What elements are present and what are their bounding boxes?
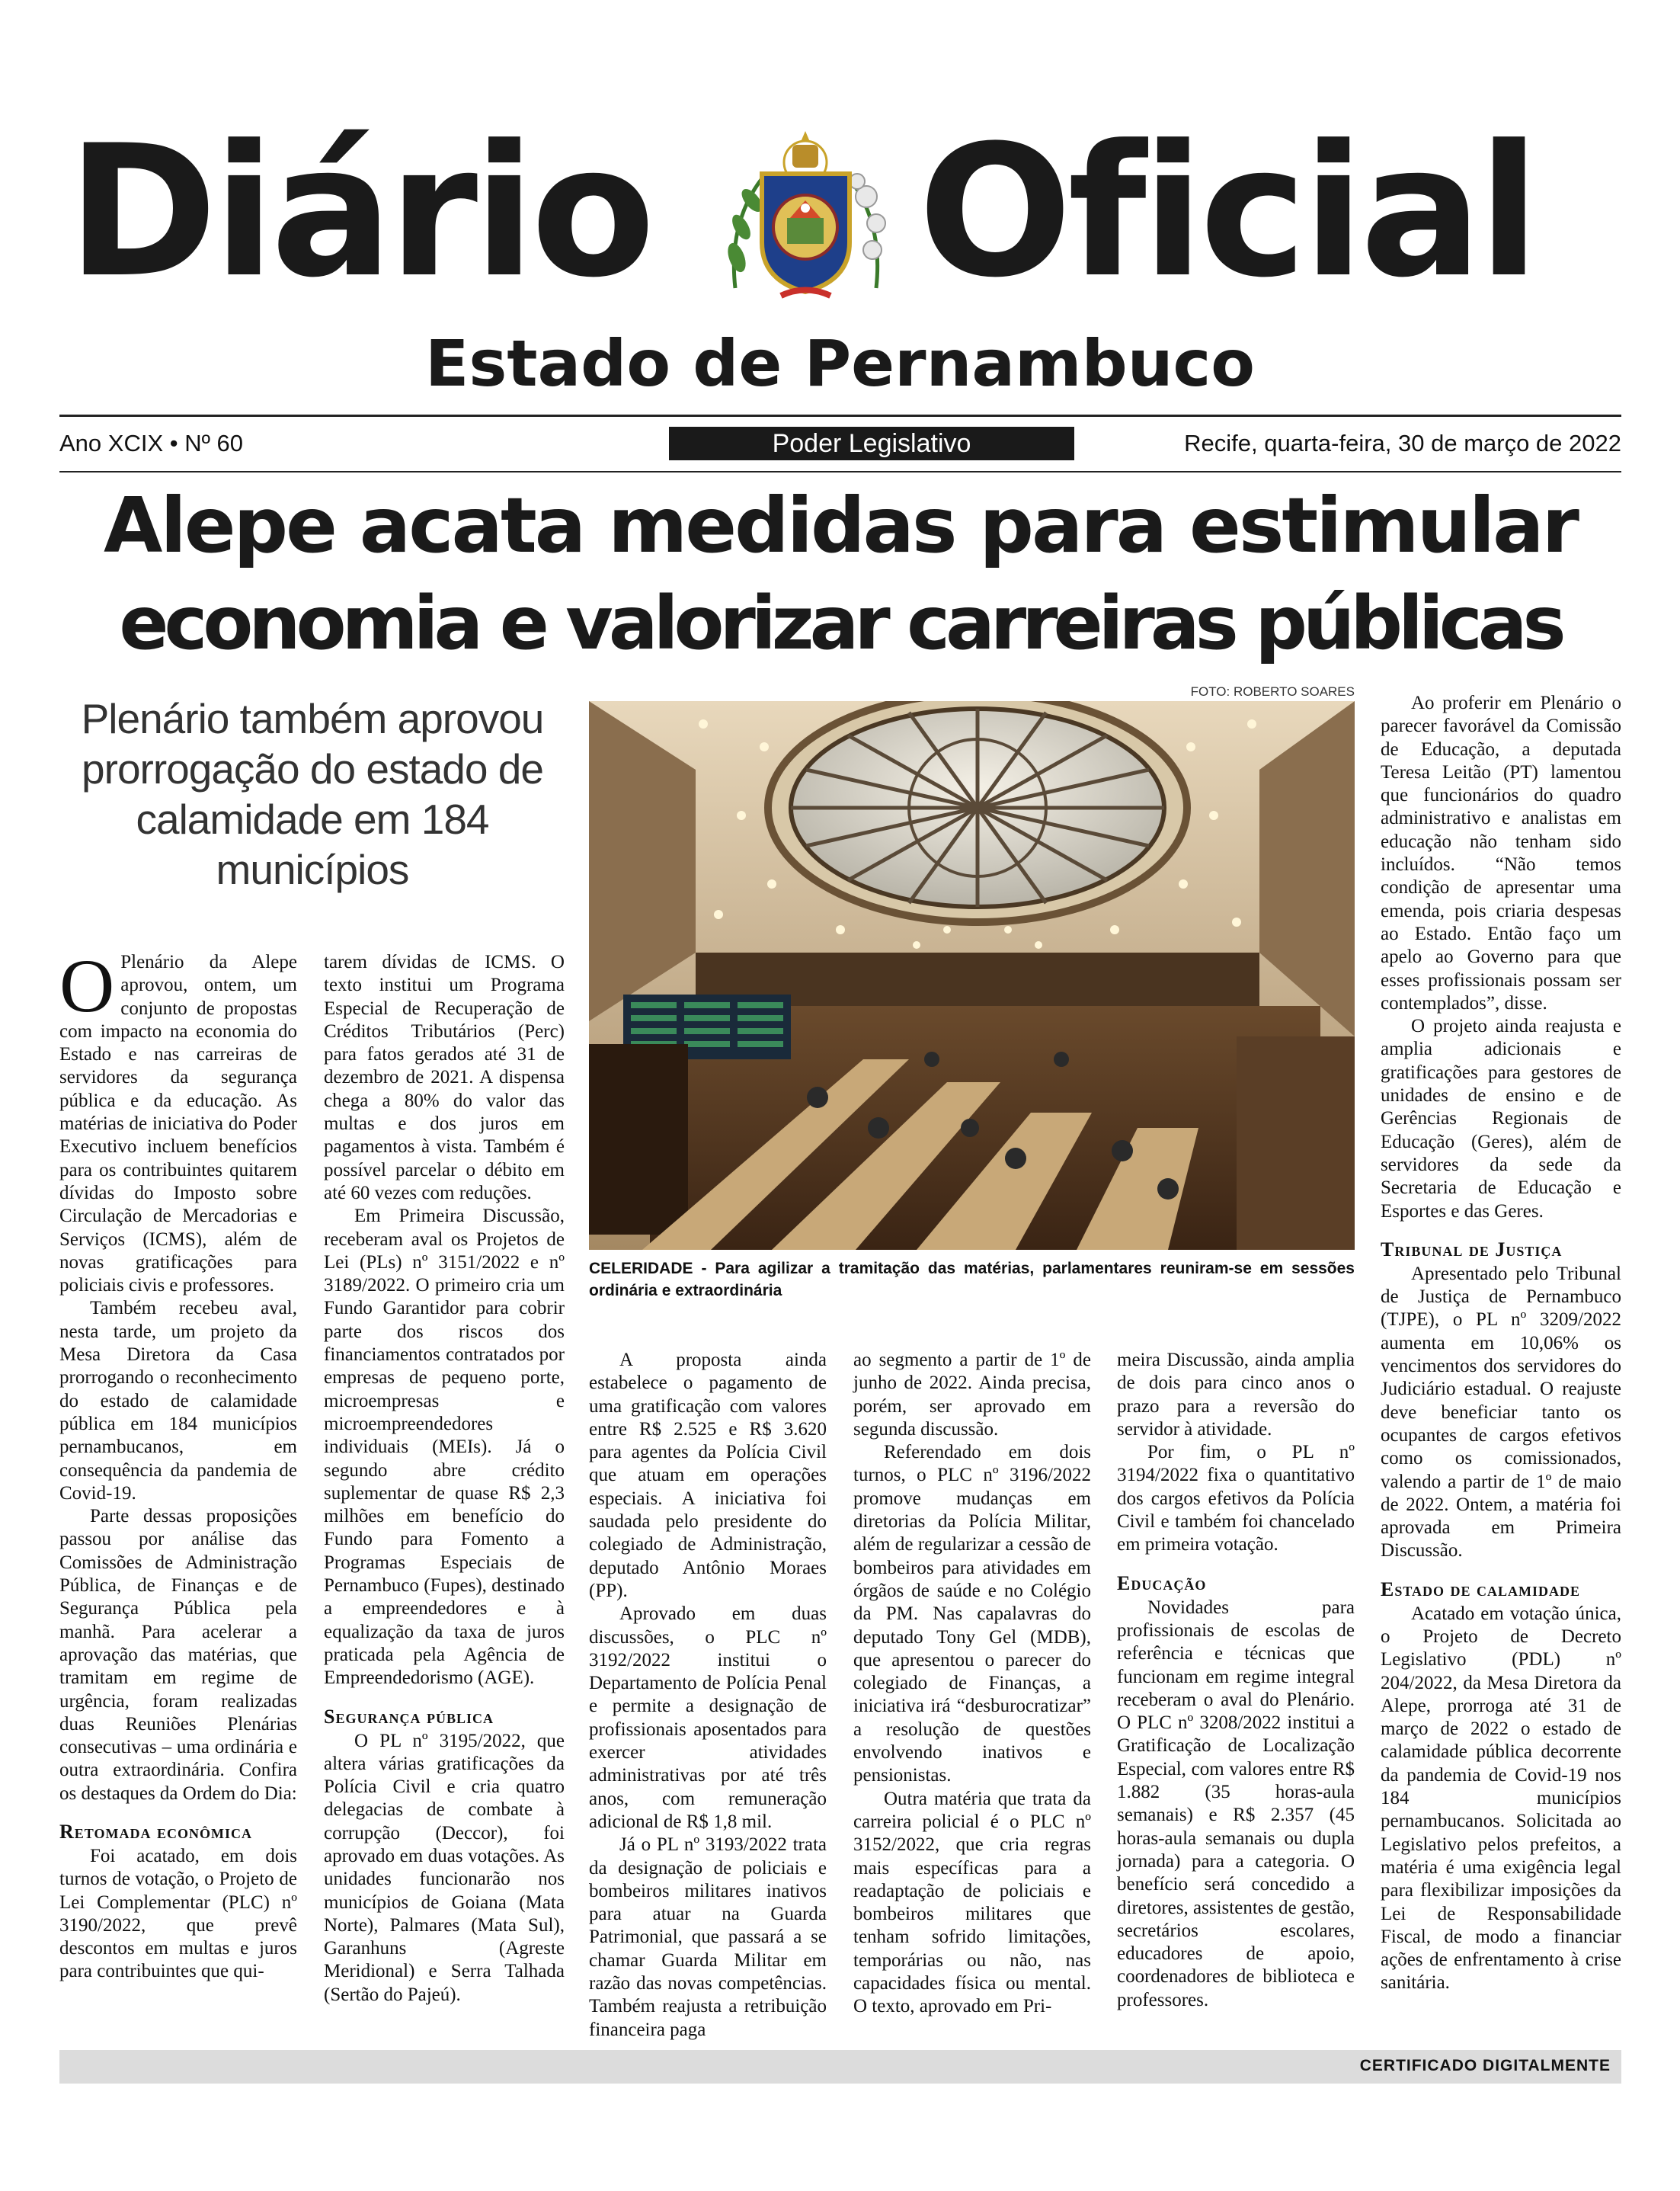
masthead-subtitle: Estado de Pernambuco <box>424 326 1256 401</box>
paragraph: Por fim, o PL nº 3194/2022 fixa o quantitativo dos cargos efetivos da Polícia Civil e também foi chancelado em primeira votação. <box>1117 1442 1355 1555</box>
section-heading: Estado de calamidade <box>1381 1578 1581 1600</box>
paragraph: Aprovado em duas discussões, o PLC nº 3192/2022 institui o Departamento de Polícia Penal e permite a designação de profissionais aposentados para exercer atividades administrativas por até três anos, com remuneração adicional de R$ 1,8 mil. <box>589 1603 827 1832</box>
section-heading: Segurança pública <box>324 1705 494 1728</box>
bottom-rule <box>59 471 1621 472</box>
plenary-photo <box>589 701 1355 1250</box>
headline-line-2: economia e valorizar carreiras públicas <box>119 581 1562 666</box>
section-heading: Retomada econômica <box>59 1820 252 1843</box>
article-column-3 <box>589 1349 827 2042</box>
paragraph: Referendado em dois turnos, o PLC nº 3196/2022 promove mudanças em diretorias da Polícia Militar, além de regularizar a cessão de bombeiros para atividades em órgãos de saúde e no Colégio da PM. Nas capalavras do deputado Tony Gel (MDB), que apresentou o parecer do colegiado de Finanças, a iniciativa irá “desburocratizar” a resolução de questões envolvendo inativos e pensionistas. <box>853 1442 1091 1786</box>
photo-credit: FOTO: ROBERTO SOARES <box>1190 684 1355 699</box>
photo-caption: CELERIDADE - Para agilizar a tramitação das matérias, parlamentares reuniram-se em sessões ordinária e extraordinária <box>589 1260 1355 1299</box>
article-column-6 <box>1381 692 1621 1995</box>
lead-paragraph <box>59 943 297 1297</box>
paragraph: Ao proferir em Plenário o parecer favorável da Comissão de Educação, a deputada Teresa Leitão (PT) lamentou que funcionários do quadro administrativo e analistas em educação não tenham sido incluídos. “Não temos condição de apresentar uma emenda, pois criaria despesas ao Estado. Então faço um apelo ao Governo para que esses profissionais possam ser contemplados”, disse. <box>1381 693 1621 1014</box>
paragraph: Outra matéria que trata da carreira policial é o PLC nº 3152/2022, que cria regras mais específicas para a readaptação de policiais e bombeiros militares que tenham sofrido limitações, temporárias ou não, nas capacidades física ou mental. O texto, aprovado em Pri- <box>853 1788 1091 2017</box>
article-column-4 <box>853 1349 1091 2019</box>
paragraph: Também recebeu aval, nesta tarde, um projeto da Mesa Diretora da Casa prorrogando o reconhecimento do estado de calamidade pública em 184 municípios pernambucanos, em consequência da pandemia de Covid-19. <box>59 1298 297 1504</box>
paragraph: tarem dívidas de ICMS. O texto institui um Programa Especial de Recuperação de Créditos Tributários (Perc) para fatos gerados até 31 de dezembro de 2021. A dispensa chega a 80% do valor das multas e dos juros em pagamentos à vista. Também é possível parcelar o débito em até 60 vezes com reduções. <box>324 952 565 1203</box>
section-heading: Tribunal de Justiça <box>1381 1238 1563 1260</box>
paragraph: Em Primeira Discussão, receberam aval os Projetos de Lei (PLs) nº 3151/2022 e nº 3189/2022. O primeiro cria um Fundo Garantidor para cobrir parte dos riscos dos financiamentos contratados por empresas de pequeno porte, microempresas e microempreendedores individuais (MEIs). Já o segundo abre crédito suplementar de quase R$ 2,3 milhões em benefício do Fundo para Fomento a Programas Especiais de Pernambuco (Fupes), destinado a empreendedores e à equalização da taxa de juros praticada pela Agência de Empreendedorismo (AGE). <box>324 1206 565 1689</box>
paragraph: O projeto ainda reajusta e amplia adicionais e gratificações para gestores de unidades de ensino e de Gerências Regionais de Educação (Geres), além de servidores da sede da Secretaria de Educação e Esportes e das Geres. <box>1381 1016 1621 1222</box>
edition-number: Ano XCIX • Nº 60 <box>59 430 244 456</box>
paragraph: Já o PL nº 3193/2022 trata da designação de policiais e bombeiros militares inativos para atuar na Guarda Patrimonial, que passará a se chamar Guarda Militar em razão das novas competências. Também reajusta a retribuição financeira paga <box>589 1834 827 2040</box>
paragraph: Parte dessas proposições passou por análise das Comissões de Administração Pública, de Finanças e de Segurança Pública pela manhã. Para acelerar a aprovação das matérias, que tramitam em regime de urgência, foram realizadas duas Reuniões Plenárias consecutivas – uma ordinária e outra extraordinária. Confira os destaques da Ordem do Dia: <box>59 1506 297 1804</box>
top-rule <box>59 415 1621 417</box>
article-column-2 <box>324 951 565 2007</box>
article-column-5 <box>1117 1349 1355 2012</box>
footer-bar <box>59 2050 1621 2084</box>
paragraph: O PL nº 3195/2022, que altera várias gratificações da Polícia Civil e cria quatro delegacias de combate à corrupção (Deccor), foi aprovado em duas votações. As unidades funcionarão nos municípios de Goiana (Mata Norte), Palmares (Mata Sul), Garanhuns (Agreste Meridional) e Serra Talhada (Sertão do Pajeú). <box>324 1730 565 2005</box>
headline-line-1: Alepe acata medidas para estimular <box>104 481 1577 570</box>
dateline: Recife, quarta-feira, 30 de março de 2022 <box>1184 430 1621 456</box>
paragraph: A proposta ainda estabelece o pagamento de uma gratificação com valores entre R$ 2.525 e R$ 3.620 para agentes da Polícia Civil que atuam em operações especiais. A iniciativa foi saudada pelo presidente do colegiado de Administração, deputado Antônio Moraes (PP). <box>589 1350 827 1601</box>
paragraph: Apresentado pelo Tribunal de Justiça de Pernambuco (TJPE), o PL nº 3209/2022 aumenta em 10,06% os vencimentos dos servidores do Judiciário estadual. O reajuste deve beneficiar tanto os ocupantes de cargos efetivos como os comissionados, valendo a partir de 1º de maio de 2022. Ontem, a matéria foi aprovada em Primeira Discussão. <box>1381 1263 1621 1562</box>
drop-cap: O <box>59 943 115 1028</box>
masthead-title-left: Diário <box>67 107 651 318</box>
lead-text: Plenário da Alepe aprovou, ontem, um conjunto de propostas com impacto na economia do Estado e nas carreiras de servidores da segurança pública e da educação. As matérias de iniciativa do Poder Executivo incluem benefícios para os contribuintes quitarem dívidas do Imposto sobre Circulação de Mercadorias e Serviços (ICMS), além de novas gratificações para policiais civis e professores. <box>59 952 297 1296</box>
paragraph: Foi acatado, em dois turnos de votação, o Projeto de Lei Complementar (PLC) nº 3190/2022, que prevê descontos em multas e juros para contribuintes que qui- <box>59 1845 297 1982</box>
subheadline: Plenário também aprovou prorrogação do estado de calamidade em 184 municípios <box>81 695 544 893</box>
section-heading: Educação <box>1117 1571 1207 1594</box>
paragraph: meira Discussão, ainda amplia de dois para cinco anos o prazo para a reversão do servidor à atividade. <box>1117 1350 1355 1440</box>
state-coat-of-arms <box>720 128 891 303</box>
article-column-1 <box>59 943 297 1984</box>
paragraph: Novidades para profissionais de escolas de referência e técnicas que funcionam em regime integral receberam o aval do Plenário. O PLC nº 3208/2022 institui a Gratificação de Localização Especial, com valores entre R$ 1.882 (35 horas-aula semanais) e R$ 2.357 (45 horas-aula semanais ou dupla jornada) para a categoria. O benefício será concedido a diretores, assistentes de gestão, secretários escolares, educadores de apoio, coordenadores de biblioteca e professores. <box>1117 1597 1355 2010</box>
masthead-title-right: Oficial <box>918 107 1536 318</box>
digital-certificate-label: CERTIFICADO DIGITALMENTE <box>1359 2057 1611 2074</box>
section-label: Poder Legislativo <box>669 427 1074 460</box>
paragraph: Acatado em votação única, o Projeto de Decreto Legislativo (PDL) nº 204/2022, da Mesa Diretora da Alepe, prorroga até 31 de março de 2022 o estado de calamidade pública decorrente da pandemia de Covid-19 nos 184 municípios pernambucanos. Solicitada ao Legislativo pelos prefeitos, a matéria é uma exigência legal para flexibilizar imposições da Lei de Responsabilidade Fiscal, de modo a financiar ações de enfrentamento à crise sanitária. <box>1381 1603 1621 1994</box>
paragraph: ao segmento a partir de 1º de junho de 2022. Ainda precisa, porém, ser aprovado em segunda discussão. <box>853 1350 1091 1440</box>
info-bar <box>59 427 1621 460</box>
